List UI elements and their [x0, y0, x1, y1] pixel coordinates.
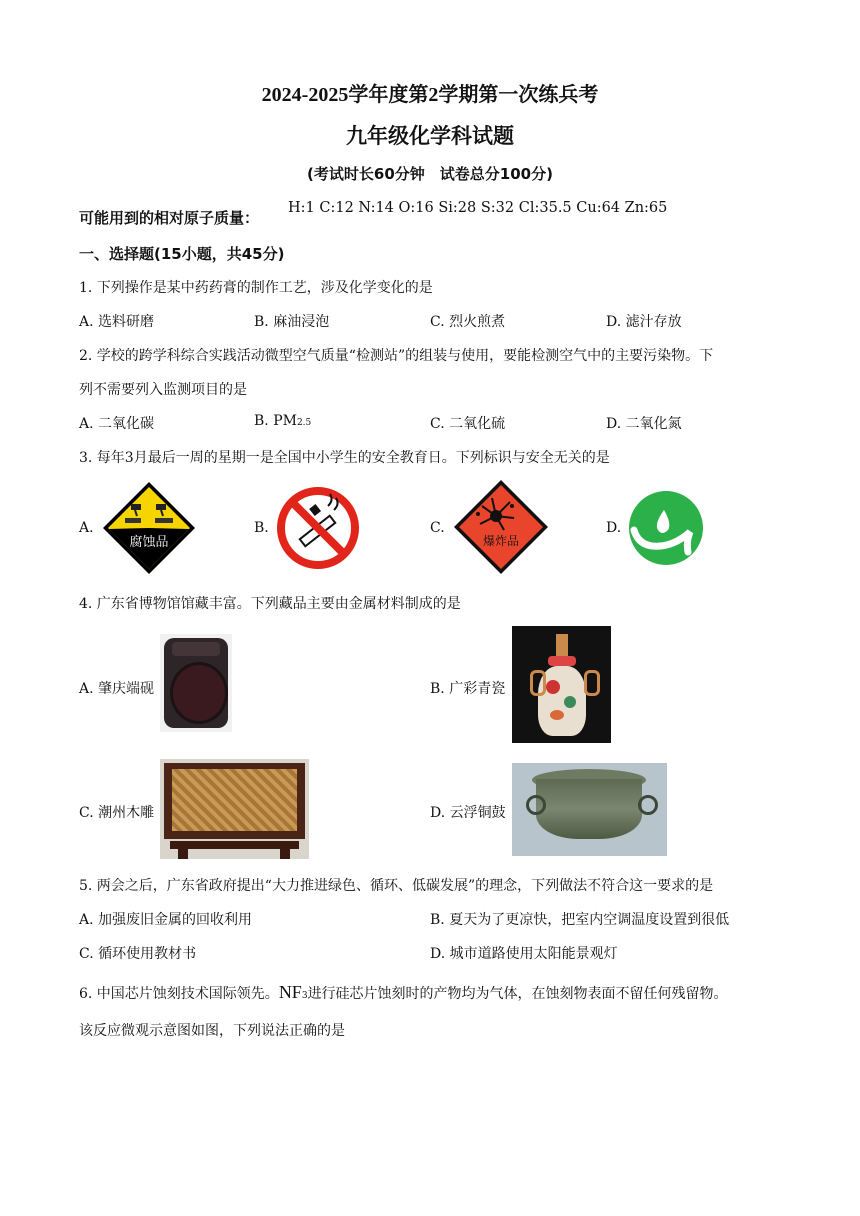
q2-stem-line2: 列不需要列入监测项目的是: [79, 382, 247, 398]
q4-stem: 4. 广东省博物馆馆藏丰富。下列藏品主要由金属材料制成的是: [79, 596, 461, 612]
q4-option-a: A. 肇庆端砚: [79, 681, 155, 697]
q1-stem: 1. 下列操作是某中药药膏的制作工艺，涉及化学变化的是: [79, 280, 433, 296]
exam-subtitle: 九年级化学科试题: [346, 124, 514, 148]
q3-stem: 3. 每年3月最后一周的星期一是全国中小学生的安全教育日。下列标识与安全无关的是: [79, 450, 610, 466]
q1-option-d: D. 滤汁存放: [606, 314, 682, 330]
section-heading: 一、选择题(15小题，共45分): [79, 245, 285, 263]
inkstone-image: [160, 634, 232, 732]
exam-info: (考试时长60分钟 试卷总分100分): [307, 165, 553, 183]
q5-stem: 5. 两会之后，广东省政府提出“大力推进绿色、循环、低碳发展”的理念，下列做法不符合这一要求的是: [79, 878, 714, 894]
wood-carving-image: [160, 759, 309, 859]
explosive-sign-icon: [452, 478, 550, 576]
water-saving-sign-icon: [628, 490, 704, 566]
q2-option-b: B. PM2.5: [254, 413, 312, 429]
q1-option-a: A. 选料研磨: [79, 314, 155, 330]
q5-option-b: B. 夏天为了更凉快，把室内空调温度设置到很低: [430, 912, 730, 928]
no-smoking-sign-icon: [276, 486, 360, 570]
porcelain-vase-image: [512, 626, 611, 743]
q4-option-b: B. 广彩青瓷: [430, 681, 506, 697]
q5-option-d: D. 城市道路使用太阳能景观灯: [430, 946, 618, 962]
q3-option-b: B.: [254, 520, 269, 536]
atomic-mass-values: H:1 C:12 N:14 O:16 Si:28 S:32 Cl:35.5 Cu:64 Zn:65: [288, 200, 668, 216]
q2-stem-line1: 2. 学校的跨学科综合实践活动微型空气质量“检测站”的组装与使用，要能检测空气中的主要污染物。下: [79, 348, 714, 364]
svg-text:爆炸品: 爆炸品: [482, 534, 520, 548]
q4-option-c: C. 潮州木雕: [79, 805, 155, 821]
q1-option-c: C. 烈火煎煮: [430, 314, 506, 330]
corrosive-sign-icon: [101, 480, 197, 576]
q4-option-d: D. 云浮铜鼓: [430, 805, 506, 821]
q3-option-d: D.: [606, 520, 622, 536]
q3-option-c: C.: [430, 520, 445, 536]
q5-option-a: A. 加强废旧金属的回收利用: [79, 912, 253, 928]
bronze-drum-image: [512, 763, 667, 856]
q5-option-c: C. 循环使用教材书: [79, 946, 197, 962]
q6-stem-line2: 该反应微观示意图如图，下列说法正确的是: [79, 1023, 345, 1039]
q3-option-a: A.: [79, 520, 94, 536]
atomic-mass-label: 可能用到的相对原子质量：: [79, 209, 260, 227]
q6-stem-line1: 6. 中国芯片蚀刻技术国际领先。NF3进行硅芯片蚀刻时的产物均为气体，在蚀刻物表面不留任何残留物。: [79, 982, 728, 1002]
q2-option-d: D. 二氧化氮: [606, 416, 682, 432]
svg-text:腐蚀品: 腐蚀品: [129, 535, 169, 550]
q2-option-c: C. 二氧化硫: [430, 416, 506, 432]
q2-option-a: A. 二氧化碳: [79, 416, 155, 432]
q1-option-b: B. 麻油浸泡: [254, 314, 330, 330]
exam-title: 2024-2025学年度第2学期第一次练兵考: [261, 84, 599, 106]
